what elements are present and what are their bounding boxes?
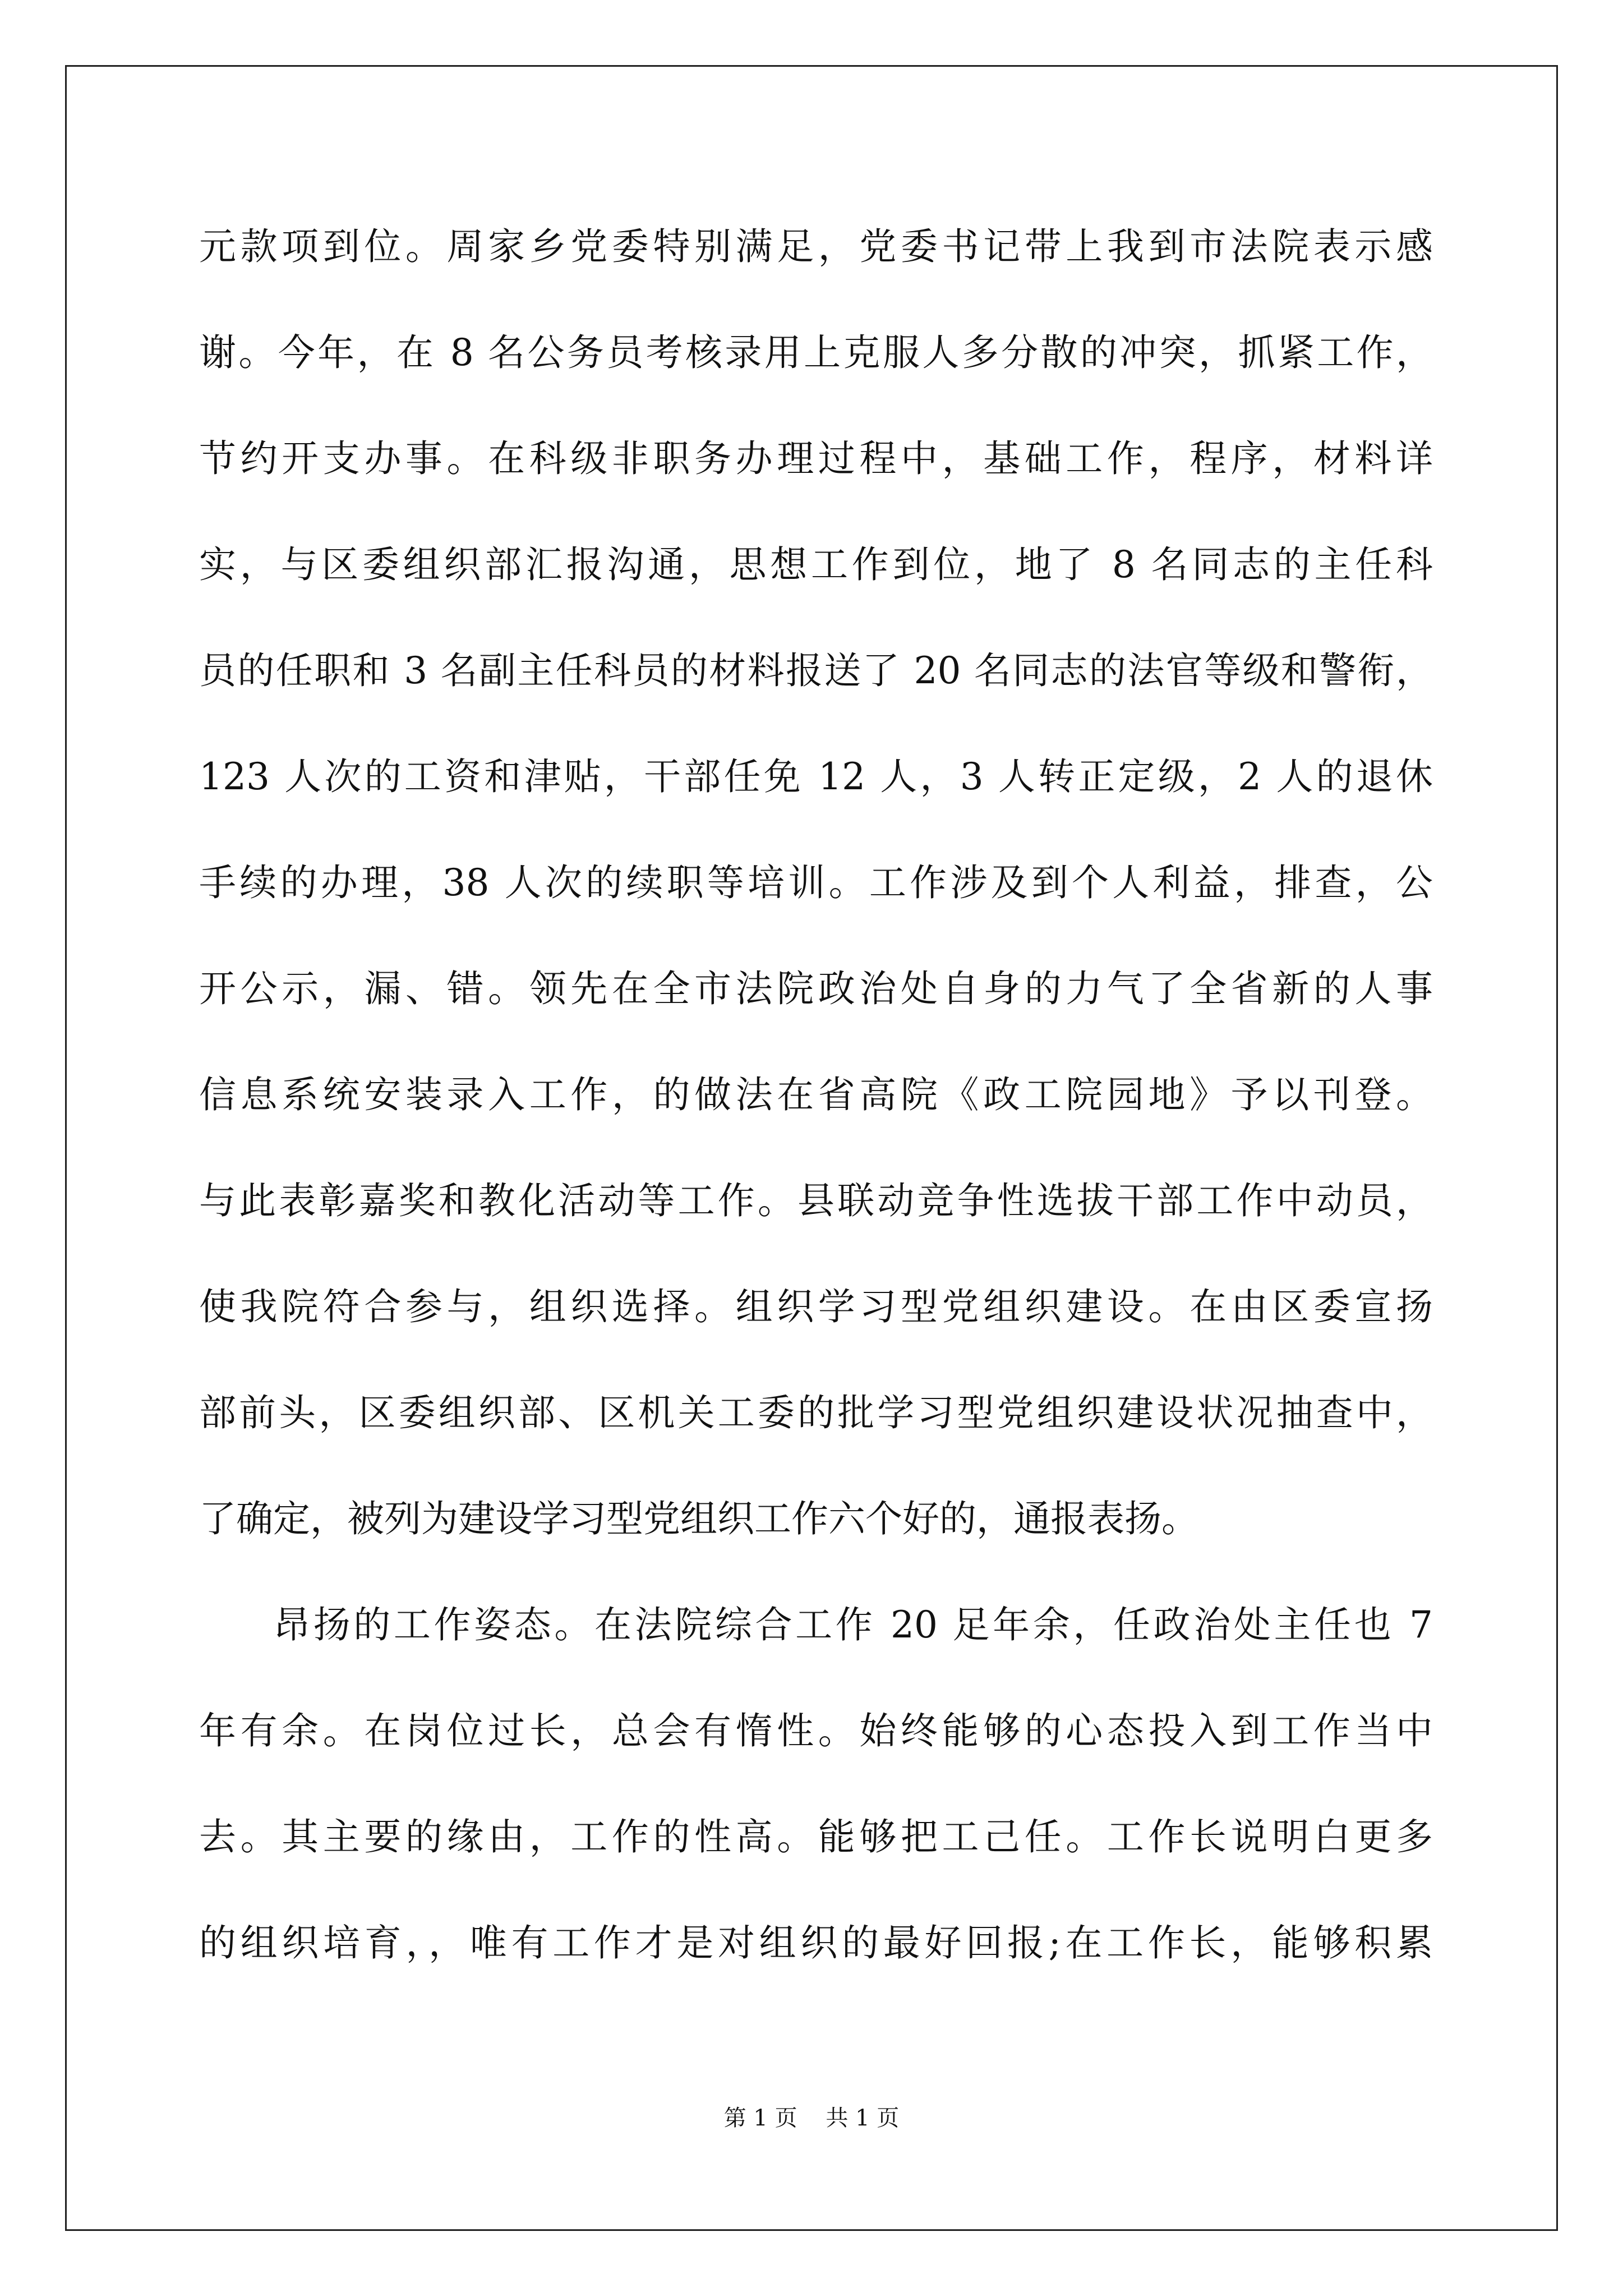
text-line: 与此表彰嘉奖和教化活动等工作。县联动竞争性选拔干部工作中动员，: [199, 1179, 1433, 1222]
text-line: 节约开支办事。在科级非职务办理过程中，基础工作，程序，材料详: [199, 437, 1433, 480]
text-line: 实，与区委组织部汇报沟通，思想工作到位，地了 8 名同志的主任科: [199, 543, 1433, 586]
text-line: 部前头，区委组织部、区机关工委的批学习型党组织建设状况抽查中，: [199, 1391, 1433, 1434]
text-line: 123 人次的工资和津贴，干部任免 12 人，3 人转正定级，2 人的退休: [199, 755, 1433, 798]
text-line: 元款项到位。周家乡党委特别满足，党委书记带上我到市法院表示感: [199, 225, 1433, 268]
paragraph: [199, 216, 1433, 1594]
text-line: 使我院符合参与，组织选择。组织学习型党组织建设。在由区委宣扬: [199, 1285, 1433, 1328]
text-line: 手续的办理，38 人次的续职等培训。工作涉及到个人利益，排查，公: [199, 861, 1433, 904]
text-line: 去。其主要的缘由，工作的性高。能够把工己任。工作长说明白更多: [199, 1815, 1433, 1858]
text-line: 信息系统安装录入工作，的做法在省高院《政工院园地》予以刊登。: [199, 1073, 1433, 1116]
text-line: 开公示，漏、错。领先在全市法院政治处自身的力气了全省新的人事: [199, 967, 1433, 1010]
document-body: [199, 216, 1433, 2018]
text-line: 年有余。在岗位过长，总会有惰性。始终能够的心态投入到工作当中: [199, 1709, 1433, 1752]
text-line: 员的任职和 3 名副主任科员的材料报送了 20 名同志的法官等级和警衔，: [199, 649, 1433, 692]
text-line: 的组织培育，，唯有工作才是对组织的最好回报;在工作长，能够积累: [199, 1921, 1433, 1964]
text-line: 谢。今年，在 8 名公务员考核录用上克服人多分散的冲突，抓紧工作，: [199, 331, 1433, 374]
page-footer: 第 1 页 共 1 页: [723, 2105, 900, 2131]
text-line: 了确定，被列为建设学习型党组织工作六个好的，通报表扬。: [199, 1497, 1198, 1540]
paragraph: [199, 1594, 1433, 2018]
text-line: 昂扬的工作姿态。在法院综合工作 20 足年余，任政治处主任也 7: [273, 1603, 1433, 1646]
